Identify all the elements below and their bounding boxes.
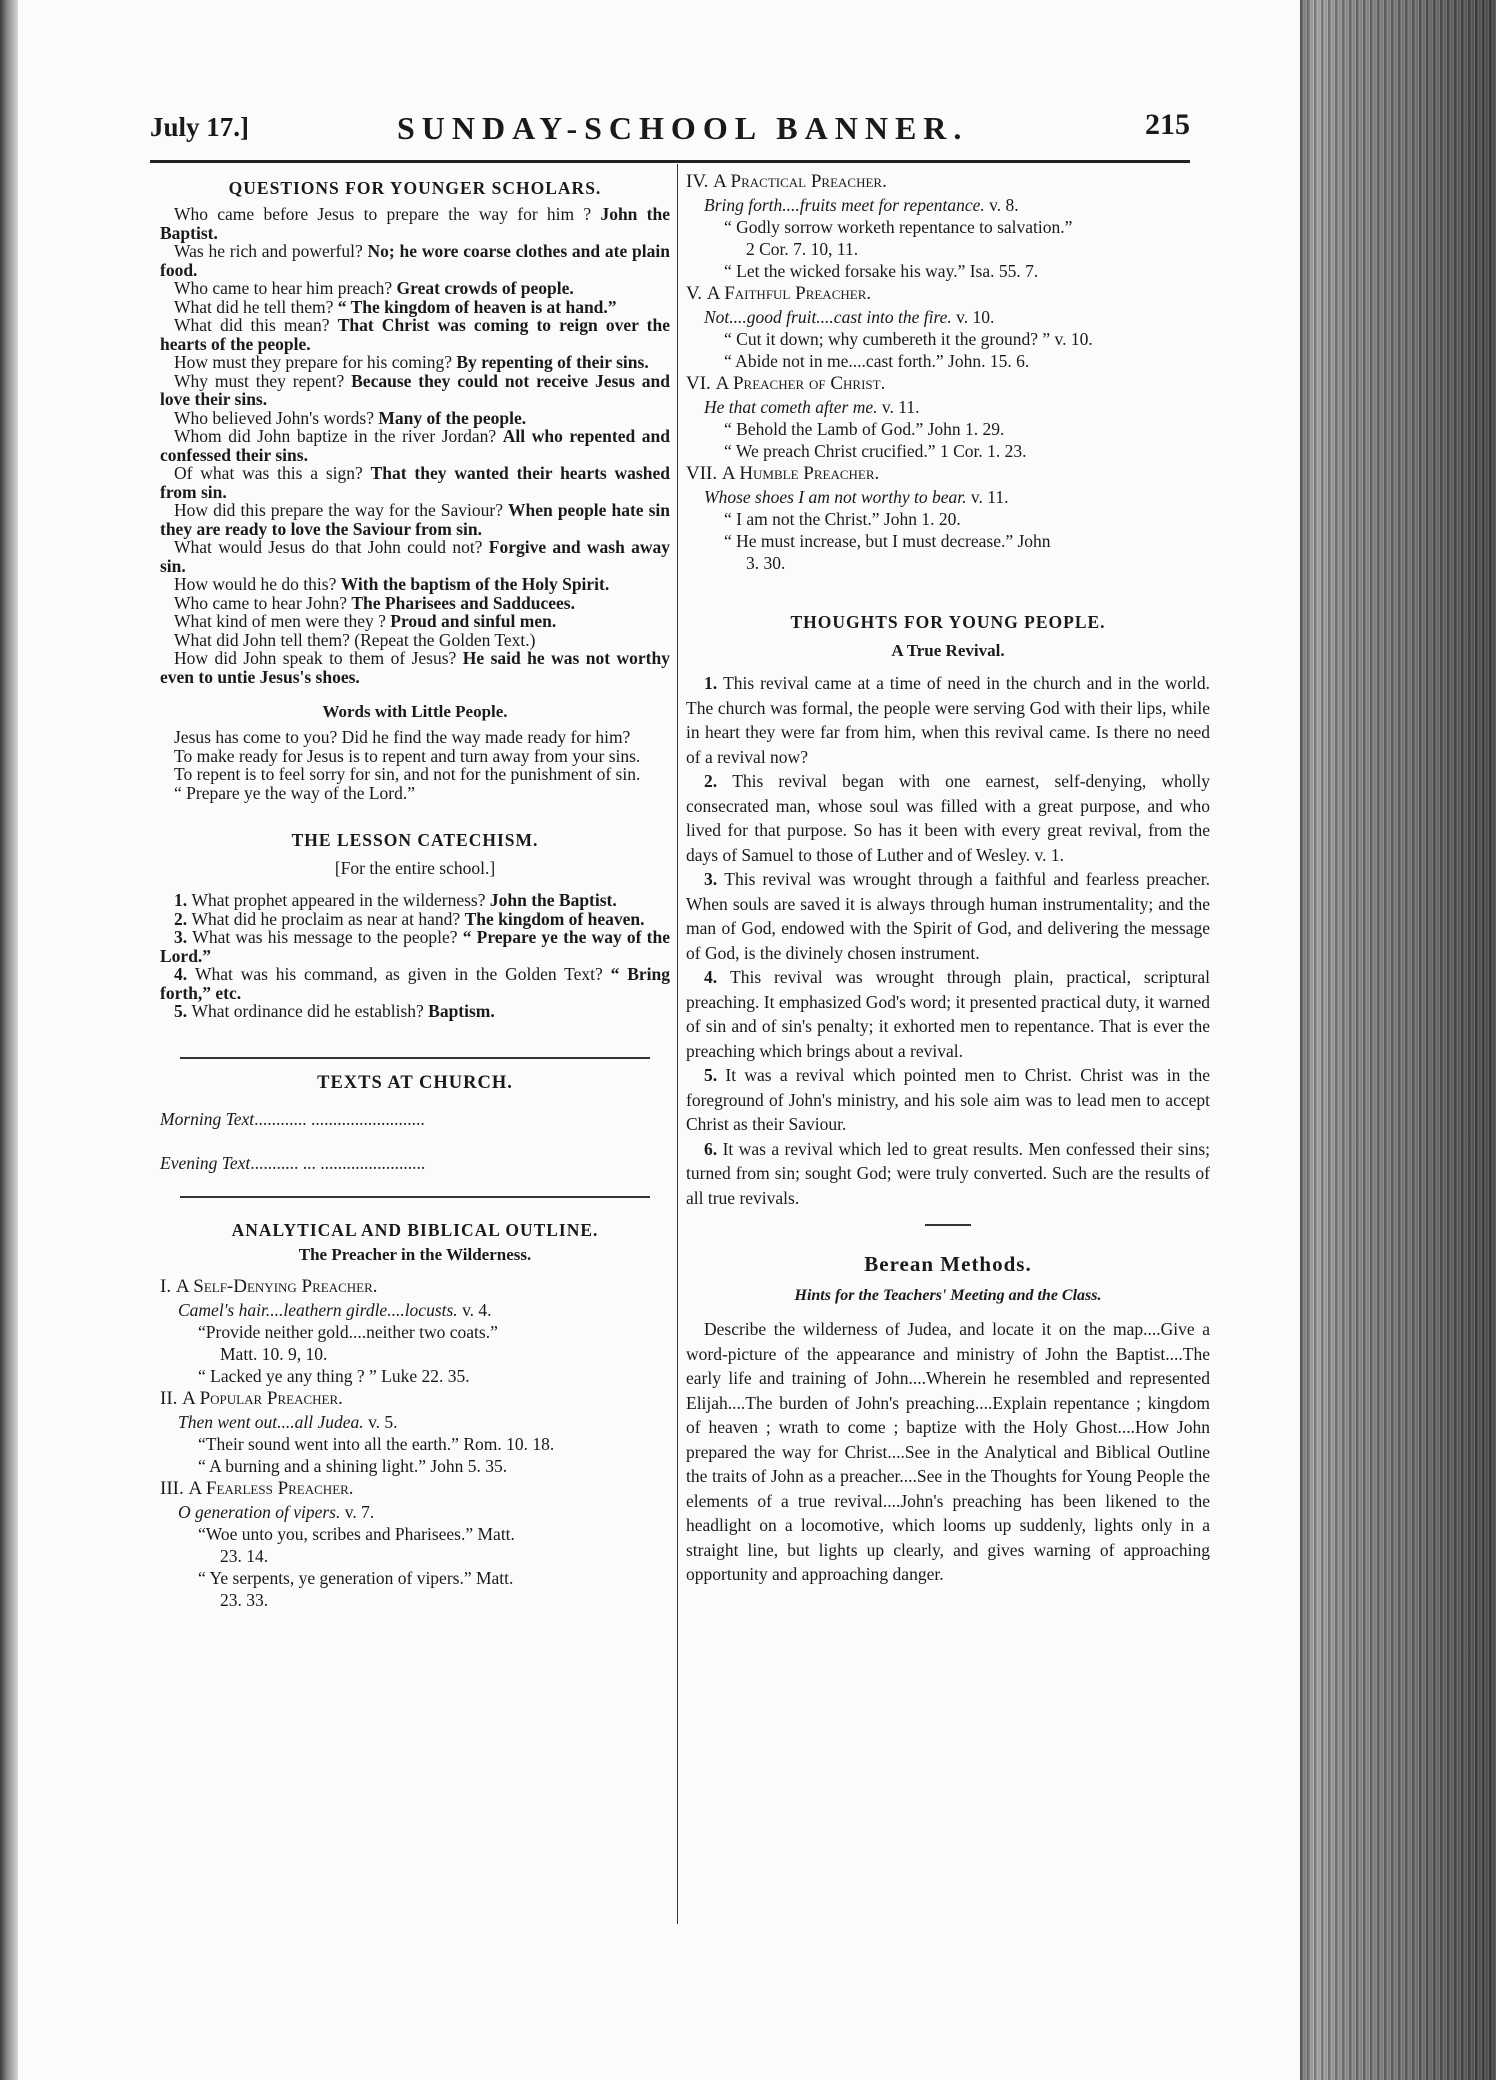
outline-numeral: III. [160,1477,189,1499]
berean-subheading: Hints for the Teachers' Meeting and the Class. [794,1287,1102,1304]
question-item [160,649,670,686]
question-item [160,594,670,613]
catechism-item [160,891,670,910]
outline-section-heading [160,1275,670,1299]
catechism-question: What was his command, as given in the Golden Text? [194,964,611,984]
outline-section-heading [686,170,1210,194]
little-people-heading: Words with Little People. [322,702,508,721]
outline-quote: “ He must increase, but I must decrease.” John [724,531,1051,551]
answer-text: By repenting of their sins. [456,352,649,372]
outline-heading-text: A Humble Preacher. [721,463,880,484]
question-text: Was he rich and powerful? [174,241,368,261]
thought-number: 2. [704,771,733,791]
question-text: Who came to hear John? [174,592,352,613]
outline-reference-text: He that cometh after me. [704,397,878,417]
catechism-question: What did he proclaim as near at hand? [191,908,465,929]
outline-heading-text: A Popular Preacher. [182,1387,343,1409]
question-item [160,575,670,594]
page-number: 215 [1145,108,1190,141]
question-text: What did he tell them? [174,296,338,317]
question-text: Who came to hear him preach? [174,278,397,298]
catechism-number: 4. [174,964,195,984]
berean-text: Describe the wilderness of Judea, and locate it on the map....Give a word-picture of the appearance and ministry of John the Baptist....The early life and training of John....Wherein he resembled and represented Elijah....The burden of John's preaching....Explain repentance ; kingdom of heaven ; wrath to come ; baptize with the Holy Ghost....How John prepared the way for Christ....See in the Analytical and Biblical Outline the traits of John as a preacher....See in the Thoughts for Young People the elements of a true revival....John's preaching has been likened to the headlight on a locomotive, which looms up suddenly, lights only in a straight line, but lights up clearly, and gives warning of approaching opportunity and approaching danger. [686,1319,1210,1584]
berean-heading: Berean Methods. [864,1252,1032,1276]
outline-quote: “Woe unto you, scribes and Pharisees.” Matt. [198,1523,515,1544]
outline-quote: “ Lacked ye any thing ? ” Luke 22. 35. [198,1365,470,1386]
outline-reference [178,1501,670,1523]
answer-text: Because they could not receive Jesus and love their sins. [160,370,670,409]
outline-reference-text: O generation of vipers. [178,1501,341,1522]
outline-reference-text: Then went out....all Judea. [178,1411,364,1432]
thoughts-heading: THOUGHTS FOR YOUNG PEOPLE. [790,612,1106,632]
catechism-number: 1. [174,890,192,910]
answer-text: John the Baptist. [160,204,670,243]
question-text: What did John tell them? (Repeat the Golden Text.) [174,629,536,650]
outline-quote: “ Ye serpents, ye generation of vipers.” Matt. [198,1567,514,1588]
answer-text: With the baptism of the Holy Spirit. [340,574,610,594]
catechism-number: 3. [174,927,193,947]
outline-heading-text: A Preacher of Christ. [715,373,886,394]
question-item [160,427,670,464]
catechism-question: What was his message to the people? [192,927,463,947]
outline-quote: “ We preach Christ crucified.” 1 Cor. 1. 23. [724,441,1027,461]
answer-text: He said he was not worthy even to untie Jesus's shoes. [160,648,670,687]
masthead: SUNDAY-SCHOOL BANNER. [397,110,969,146]
question-item [160,538,670,575]
thought-paragraph [686,965,1210,1063]
question-item [160,612,670,631]
outline-reference-verse: v. 7. [340,1501,375,1522]
thought-paragraph [686,1137,1210,1211]
outline-subheading: The Preacher in the Wilderness. [298,1244,532,1264]
thought-number: 3. [704,869,725,889]
question-item [160,242,670,279]
outline-section-heading [686,462,1210,486]
thought-text: It was a revival which led to great results. Men confessed their sins; turned from sin; sought God; were truly converted. Such are the results of all true revivals. [686,1138,1210,1208]
thought-text: This revival was wrought through plain, practical, scriptural preaching. It emphasized God's word; it presented practical duty, it warned of sin and of sin's penalty; it exhorted men to repentance. That is ever the preaching which brings about a revival. [686,967,1210,1061]
little-people-line: “ Prepare ye the way of the Lord.” [174,782,416,803]
section-rule [180,1057,650,1059]
section-rule [180,1196,650,1198]
catechism-item [160,1002,670,1021]
outline-quote-citation: 2 Cor. 7. 10, 11. [746,239,859,259]
question-text: Who believed John's words? [174,407,379,428]
thought-text: This revival came at a time of need in the church and in the world. The church was formal, the people were serving God with their lips, while in heart they were far from him, when this revival came. Is there no need of a revival now? [686,673,1211,767]
answer-text: Great crowds of people. [396,278,574,298]
catechism-answer: John the Baptist. [489,890,617,910]
answer-text: Many of the people. [378,407,527,428]
question-text: What kind of men were they ? [174,611,391,631]
book-page-stack [1300,0,1496,2080]
question-text: Who came before Jesus to prepare the way for him ? [174,204,601,224]
outline-reference [704,194,1210,216]
question-text: Whom did John baptize in the river Jordan? [174,426,503,446]
catechism-item [160,928,670,965]
catechism-number: 2. [174,908,192,929]
questions-heading: QUESTIONS FOR YOUNGER SCHOLARS. [228,178,602,198]
question-item [160,298,670,317]
catechism-question: What prophet appeared in the wilderness? [191,890,490,910]
outline-reference [178,1299,670,1321]
column-divider [677,164,678,1924]
catechism-answer: “ Bring forth,” etc. [160,964,671,1003]
question-text: What would Jesus do that John could not? [174,537,489,557]
question-item [160,464,670,501]
outline-reference-verse: v. 11. [877,397,920,417]
thought-text: It was a revival which pointed men to Christ. Christ was in the foreground of John's ministry, and his sole aim was to lead men to accept Christ as their Saviour. [686,1065,1210,1134]
question-item [160,409,670,428]
outline-reference [178,1411,670,1433]
outline-reference-verse: v. 5. [363,1411,398,1432]
little-people-line: To repent is to feel sorry for sin, and not for the punishment of sin. [174,764,641,784]
outline-quote-citation: 23. 14. [220,1545,269,1566]
catechism-item [160,910,670,929]
outline-heading-text: A Faithful Preacher. [706,283,872,304]
outline-reference-text: Bring forth....fruits meet for repentance. [704,195,985,215]
outline-numeral: I. [160,1275,176,1297]
answer-text: The Pharisees and Sadducees. [351,592,575,613]
outline-reference-verse: v. 8. [984,195,1019,215]
outline-reference-text: Whose shoes I am not worthy to bear. [704,487,967,507]
outline-reference-verse: v. 11. [966,487,1009,507]
answer-text: No; he wore coarse clothes and ate plain food. [160,241,670,280]
question-text: How must they prepare for his coming? [174,352,457,372]
question-text: What did this mean? [174,315,338,335]
outline-quote-citation: Matt. 10. 9, 10. [220,1343,328,1364]
outline-heading-text: A Fearless Preacher. [188,1477,354,1499]
outline-quote: “Their sound went into all the earth.” Rom. 10. 18. [198,1433,555,1454]
thought-paragraph [686,867,1210,965]
question-text: How did John speak to them of Jesus? [174,648,463,668]
morning-text-dots: ............ .......................... [254,1108,425,1129]
catechism-item [160,965,670,1002]
question-text: How would he do this? [174,574,341,594]
question-item [160,501,670,538]
left-page-edge [0,0,18,2080]
answer-text: When people hate sin they are ready to love the Saviour from sin. [160,500,671,539]
page-header [150,106,1190,156]
outline-quote: “ Cut it down; why cumbereth it the ground? ” v. 10. [724,329,1093,349]
outline-reference [704,306,1210,328]
outline-reference [704,396,1210,418]
thought-paragraph [686,671,1210,769]
thought-text: This revival began with one earnest, self-denying, wholly consecrated man, whose soul was filled with a great purpose, and who lived for that purpose. So has it been with every great revival, from the days of Samuel to those of Luther and of Wesley. v. 1. [686,771,1210,865]
outline-quote: “ Behold the Lamb of God.” John 1. 29. [724,419,1005,439]
thought-paragraph [686,769,1210,867]
outline-section-heading [160,1387,670,1411]
answer-text: All who repented and confessed their sins. [160,426,670,465]
question-item [160,353,670,372]
answer-text: That they wanted their hearts washed from sin. [160,463,670,502]
evening-text-line [160,1152,670,1174]
outline-quote: “ Godly sorrow worketh repentance to salvation.” [724,217,1073,237]
question-item [160,316,670,353]
morning-text-line [160,1108,670,1130]
left-column [160,170,670,1611]
catechism-answer: Baptism. [428,1001,495,1021]
question-item [160,205,670,242]
catechism-question: What ordinance did he establish? [191,1001,429,1021]
answer-text: “ The kingdom of heaven is at hand.” [337,296,617,317]
outline-reference [704,486,1210,508]
outline-quote: “ A burning and a shining light.” John 5. 35. [198,1455,508,1476]
outline-reference-verse: v. 10. [951,307,995,327]
outline-quote-citation: 3. 30. [746,553,786,573]
header-rule [150,160,1190,163]
outline-reference-text: Not....good fruit....cast into the fire. [704,307,952,327]
little-people-line: Jesus has come to you? Did he find the way made ready for him? [174,727,631,747]
thought-number: 5. [704,1065,726,1085]
outline-section-heading [160,1477,670,1501]
outline-heading-text: A Practical Preacher. [713,171,887,192]
thought-paragraph [686,1063,1210,1137]
answer-text: Proud and sinful men. [390,611,557,631]
section-rule [925,1224,971,1226]
outline-section-heading [686,372,1210,396]
questions-list [160,205,670,686]
thoughts-subheading: A True Revival. [891,641,1005,660]
outline-quote: “ Abide not in me....cast forth.” John. 15. 6. [724,351,1030,371]
thought-number: 6. [704,1138,723,1159]
little-people-list [160,728,670,802]
outline-numeral: V. [686,283,707,304]
outline-numeral: II. [160,1387,183,1409]
catechism-answer: “ Prepare ye the way of the Lord.” [160,927,670,966]
thought-number: 4. [704,967,731,987]
issue-date: July 17.] [150,112,250,142]
outline-quote: “ Let the wicked forsake his way.” Isa. 55. 7. [724,261,1039,281]
outline-heading-text: A Self-Denying Preacher. [175,1275,378,1297]
outline-section-heading [686,282,1210,306]
thought-text: This revival was wrought through a faithful and fearless preacher. When souls are saved it is always through human instrumentality; and the man of God, endowed with the Spirit of God, and delivering the message of God, is the divinely chosen instrument. [686,869,1210,963]
texts-at-church-heading: TEXTS AT CHURCH. [317,1072,513,1093]
outline-numeral: VII. [686,463,722,484]
answer-text: That Christ was coming to reign over the hearts of the people. [160,315,670,354]
catechism-heading: THE LESSON CATECHISM. [291,830,539,850]
question-item [160,631,670,650]
thoughts-list [686,671,1210,1210]
question-item [160,279,670,298]
outline-quote: “Provide neither gold....neither two coats.” [198,1321,498,1342]
right-column [686,170,1210,1587]
answer-text: Forgive and wash away sin. [160,537,670,576]
little-people-line: To make ready for Jesus is to repent and turn away from your sins. [174,745,641,766]
catechism-list [160,891,670,1021]
question-text: How did this prepare the way for the Saviour? [174,500,509,520]
question-text: Why must they repent? [174,370,352,391]
evening-text-label: Evening Text [160,1152,251,1173]
outline-numeral: IV. [686,171,714,192]
question-item [160,372,670,409]
outline-quote: “ I am not the Christ.” John 1. 20. [724,509,961,529]
outline-numeral: VI. [686,373,716,394]
outline-sections-left [160,1275,670,1611]
outline-reference-text: Camel's hair....leathern girdle....locusts. [178,1299,458,1320]
outline-quote-citation: 23. 33. [220,1589,269,1610]
evening-text-dots: ........... ... ........................ [250,1152,426,1173]
catechism-number: 5. [174,1001,192,1021]
outline-heading: ANALYTICAL AND BIBLICAL OUTLINE. [231,1219,599,1240]
catechism-subheading: [For the entire school.] [334,858,496,878]
morning-text-label: Morning Text [160,1108,255,1129]
question-text: Of what was this a sign? [174,463,371,483]
catechism-answer: The kingdom of heaven. [464,908,645,929]
outline-sections-right [686,170,1210,574]
outline-reference-verse: v. 4. [457,1299,492,1320]
thought-number: 1. [704,673,724,693]
